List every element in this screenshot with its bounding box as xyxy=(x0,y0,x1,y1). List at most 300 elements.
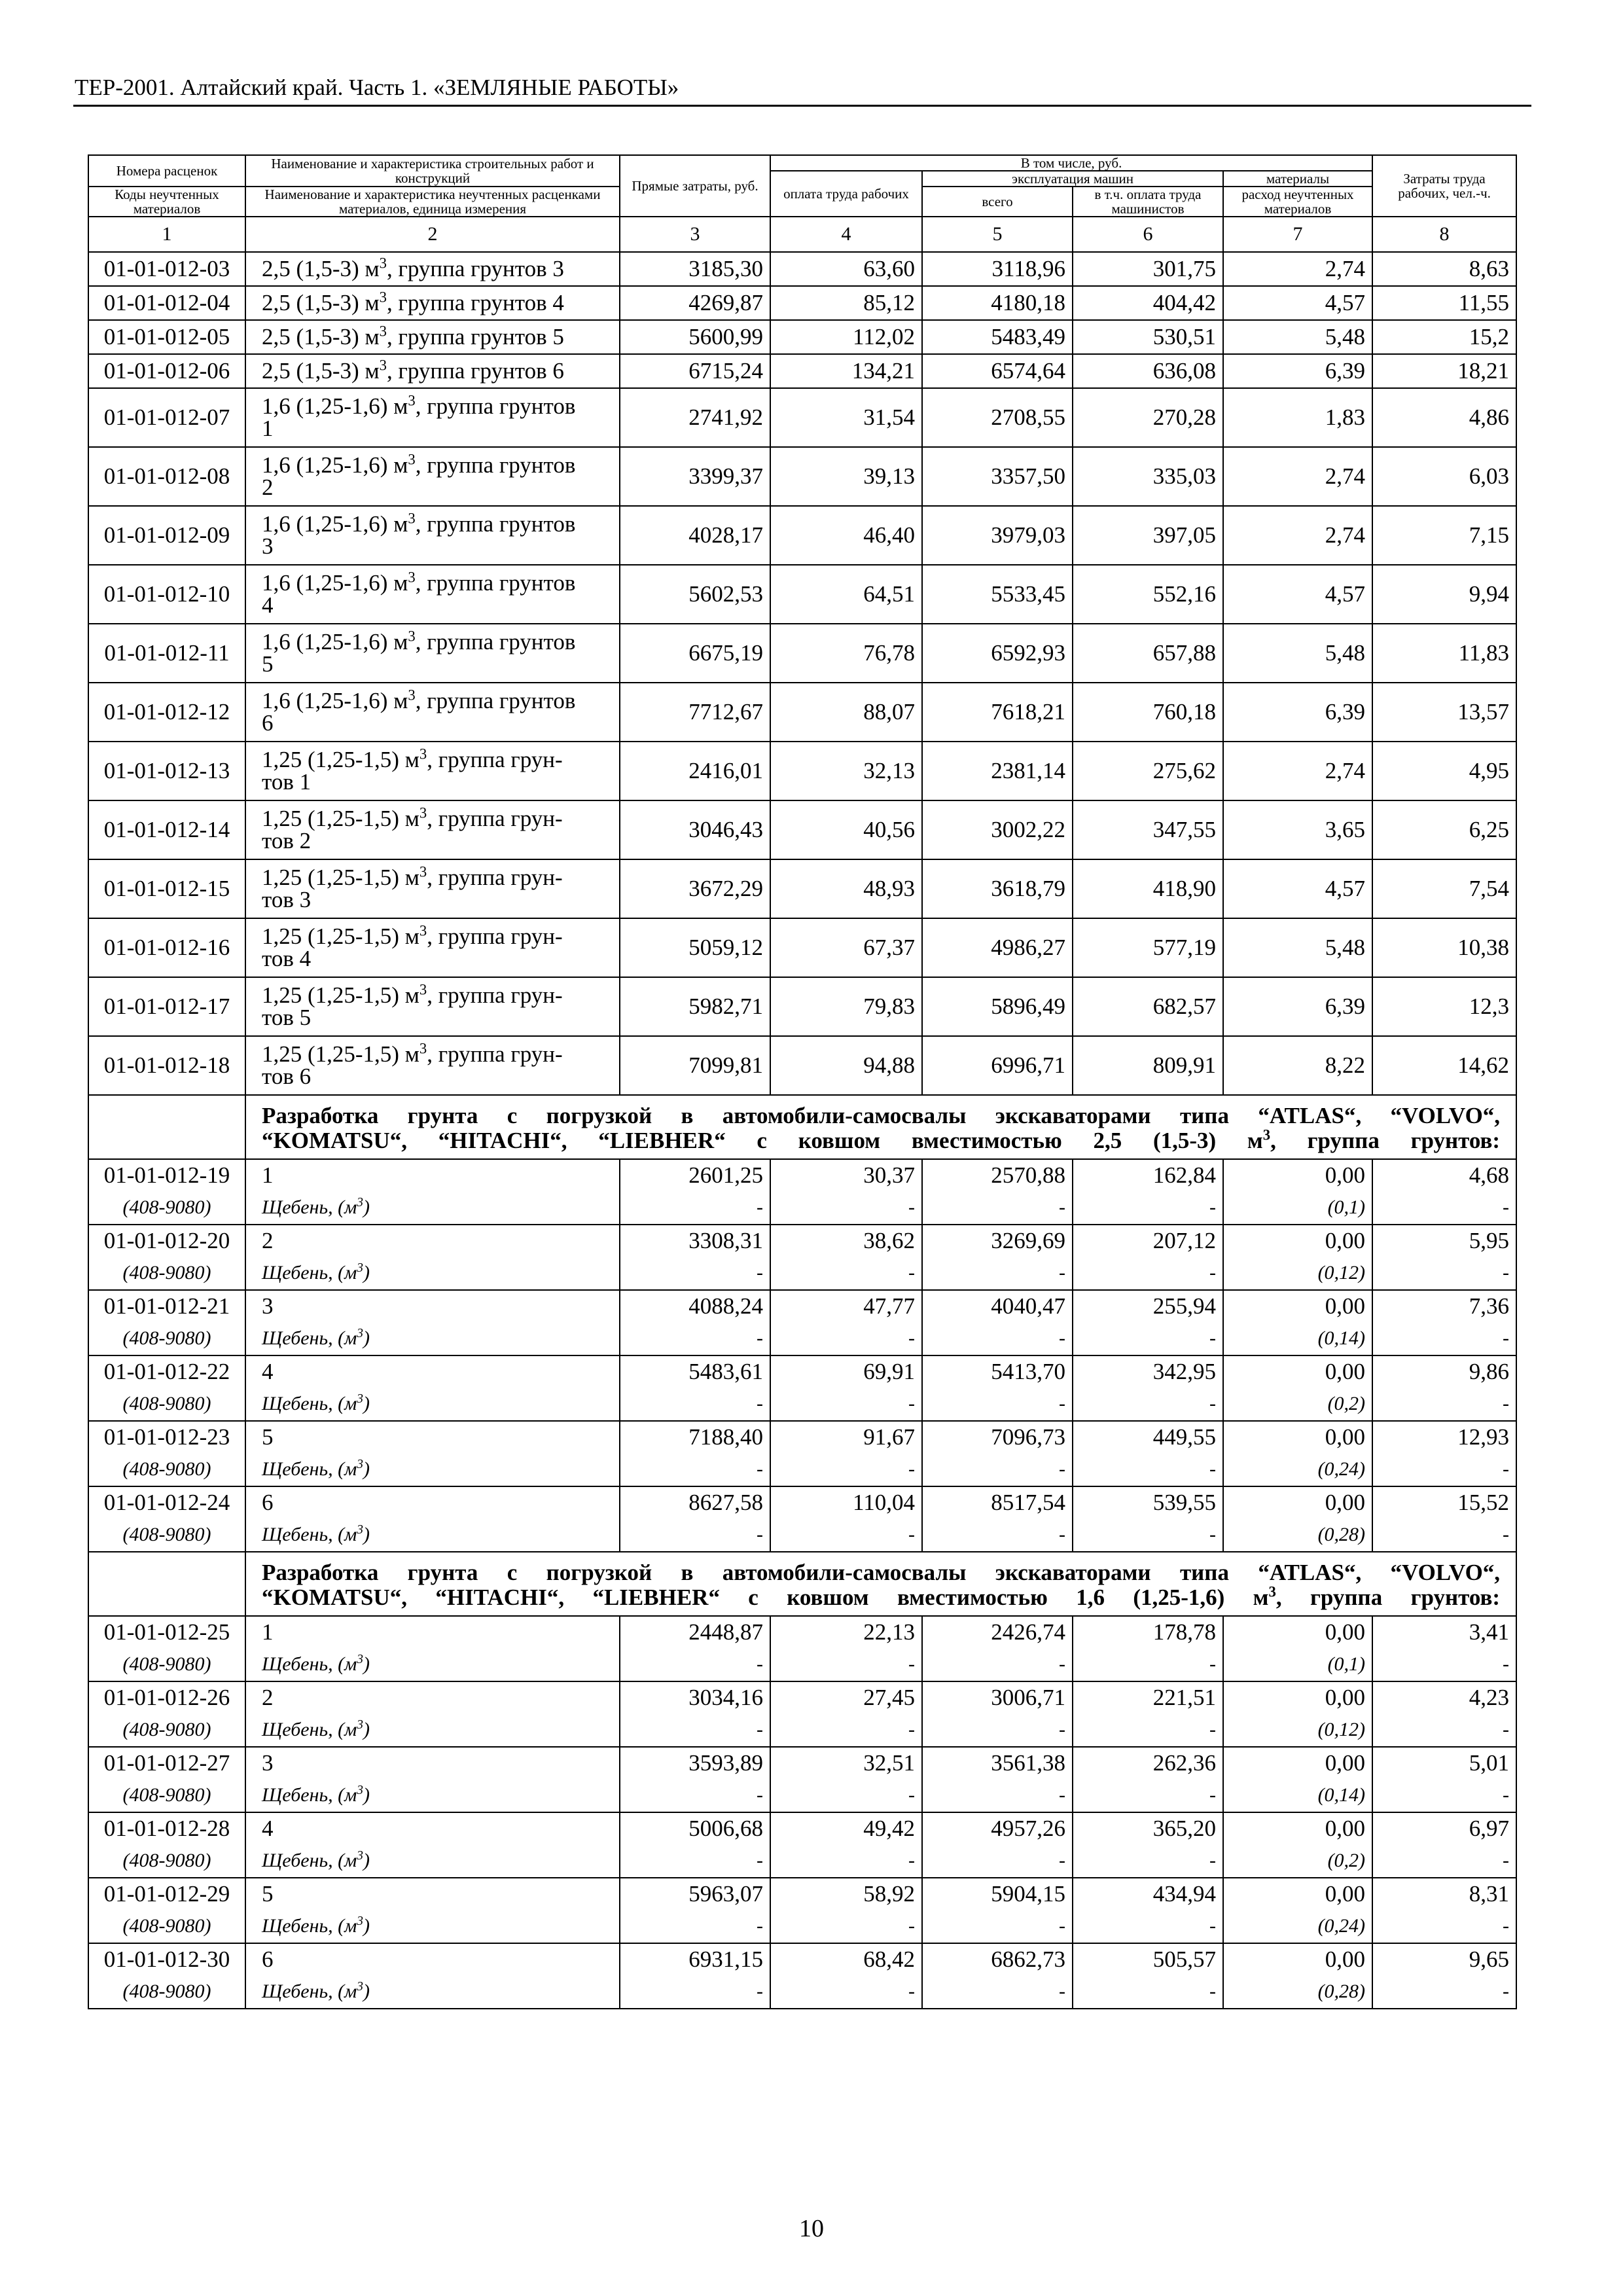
operator-wages-value: 255,94 xyxy=(1073,1290,1223,1322)
labor-hours-value: 5,01 xyxy=(1372,1747,1516,1779)
material-consumption-value: 3,65 xyxy=(1223,800,1372,859)
material-quantity: (0,12) xyxy=(1223,1257,1372,1290)
rate-code: 01-01-012-28 xyxy=(88,1812,245,1844)
material-consumption-value: 2,74 xyxy=(1223,742,1372,800)
material-row xyxy=(88,1844,1516,1878)
direct-costs-value: 3672,29 xyxy=(620,859,770,918)
empty-dash: - xyxy=(1372,1910,1516,1943)
rate-code: 01-01-012-18 xyxy=(88,1036,245,1095)
direct-costs-value: 5982,71 xyxy=(620,977,770,1036)
description-continuation: тов 4 xyxy=(262,946,312,971)
worker-wages-value: 64,51 xyxy=(770,565,922,624)
material-row xyxy=(88,1518,1516,1552)
operator-wages-value: 262,36 xyxy=(1073,1747,1223,1779)
description-text: 1,25 (1,25-1,5) м xyxy=(262,865,419,890)
empty-dash: - xyxy=(1073,1322,1223,1355)
direct-costs-value: 7188,40 xyxy=(620,1421,770,1453)
section-heading-suffix: , группа грунтов: xyxy=(1275,1585,1501,1610)
unit-exponent: 3 xyxy=(408,510,416,527)
material-name-suffix: ) xyxy=(363,1524,370,1545)
material-quantity: (0,24) xyxy=(1223,1910,1372,1943)
table-row xyxy=(88,388,1516,447)
description-continuation: 3 xyxy=(262,533,274,559)
material-quantity: (0,1) xyxy=(1223,1191,1372,1225)
empty-dash: - xyxy=(922,1844,1073,1878)
work-description xyxy=(245,320,620,354)
material-quantity: (0,28) xyxy=(1223,1975,1372,2009)
direct-costs-value: 2416,01 xyxy=(620,742,770,800)
operator-wages-value: 270,28 xyxy=(1073,388,1223,447)
empty-dash: - xyxy=(922,1453,1073,1486)
table-row xyxy=(88,1616,1516,1648)
machines-total-value: 6862,73 xyxy=(922,1943,1073,1975)
empty-dash: - xyxy=(1372,1257,1516,1290)
operator-wages-value: 178,78 xyxy=(1073,1616,1223,1648)
operator-wages-value: 162,84 xyxy=(1073,1159,1223,1191)
rate-code: 01-01-012-25 xyxy=(88,1616,245,1648)
table-row xyxy=(88,1225,1516,1257)
empty-dash: - xyxy=(922,1322,1073,1355)
unit-exponent: 3 xyxy=(357,1458,364,1471)
worker-wages-value: 76,78 xyxy=(770,624,922,683)
direct-costs-value: 2448,87 xyxy=(620,1616,770,1648)
description-text: 2,5 (1,5-3) м xyxy=(262,290,380,315)
soil-group-number: 1 xyxy=(245,1616,620,1648)
machines-total-value: 5904,15 xyxy=(922,1878,1073,1910)
page-number: 10 xyxy=(799,2215,824,2242)
material-name xyxy=(245,1844,620,1878)
material-code: (408-9080) xyxy=(88,1648,245,1681)
material-name-text: Щебень, (м xyxy=(262,1784,357,1806)
empty-dash: - xyxy=(922,1975,1073,2009)
operator-wages-value: 342,95 xyxy=(1073,1355,1223,1388)
material-consumption-value: 0,00 xyxy=(1223,1225,1372,1257)
machines-total-value: 4040,47 xyxy=(922,1290,1073,1322)
table-row xyxy=(88,1290,1516,1322)
material-row xyxy=(88,1388,1516,1421)
empty-dash: - xyxy=(1372,1322,1516,1355)
description-continuation: тов 2 xyxy=(262,828,312,853)
empty-dash: - xyxy=(770,1257,922,1290)
material-name xyxy=(245,1322,620,1355)
material-name-text: Щебень, (м xyxy=(262,1915,357,1937)
rate-code: 01-01-012-12 xyxy=(88,683,245,742)
material-name-text: Щебень, (м xyxy=(262,1981,357,2002)
direct-costs-value: 4028,17 xyxy=(620,506,770,565)
material-quantity: (0,1) xyxy=(1223,1648,1372,1681)
unit-exponent: 3 xyxy=(419,922,427,939)
soil-group-number: 2 xyxy=(245,1681,620,1713)
soil-group-number: 5 xyxy=(245,1878,620,1910)
table-row xyxy=(88,742,1516,800)
table-row xyxy=(88,1747,1516,1779)
unit-exponent: 3 xyxy=(357,1196,364,1210)
labor-hours-value: 4,95 xyxy=(1372,742,1516,800)
work-description xyxy=(245,742,620,800)
material-quantity: (0,28) xyxy=(1223,1518,1372,1552)
material-name-suffix: ) xyxy=(363,1458,370,1480)
operator-wages-value: 221,51 xyxy=(1073,1681,1223,1713)
unit-exponent: 3 xyxy=(408,569,416,586)
machines-total-value: 8517,54 xyxy=(922,1486,1073,1518)
material-name xyxy=(245,1191,620,1225)
table-body xyxy=(88,252,1516,2009)
soil-group-number: 6 xyxy=(245,1943,620,1975)
direct-costs-value: 6715,24 xyxy=(620,354,770,388)
direct-costs-value: 3185,30 xyxy=(620,252,770,286)
description-continuation: тов 6 xyxy=(262,1064,312,1089)
work-description xyxy=(245,683,620,742)
rate-code: 01-01-012-06 xyxy=(88,354,245,388)
empty-dash: - xyxy=(1372,1191,1516,1225)
empty-dash: - xyxy=(1372,1975,1516,2009)
empty-dash: - xyxy=(1073,1844,1223,1878)
header-work-name: Наименование и характеристика строительных работ и конструкций xyxy=(245,155,620,187)
rate-code: 01-01-012-09 xyxy=(88,506,245,565)
material-consumption-value: 0,00 xyxy=(1223,1747,1372,1779)
table-row xyxy=(88,447,1516,506)
rate-code: 01-01-012-17 xyxy=(88,977,245,1036)
machines-total-value: 3006,71 xyxy=(922,1681,1073,1713)
table-row xyxy=(88,800,1516,859)
direct-costs-value: 6931,15 xyxy=(620,1943,770,1975)
material-consumption-value: 4,57 xyxy=(1223,286,1372,320)
section-empty-cell xyxy=(88,1552,245,1616)
table-row xyxy=(88,624,1516,683)
unit-exponent: 3 xyxy=(1268,1583,1276,1600)
material-name-text: Щебень, (м xyxy=(262,1719,357,1740)
direct-costs-value: 6675,19 xyxy=(620,624,770,683)
soil-group-number: 5 xyxy=(245,1421,620,1453)
empty-dash: - xyxy=(620,1388,770,1421)
material-name xyxy=(245,1257,620,1290)
description-suffix: , группа грунтов 4 xyxy=(387,290,564,315)
soil-group-number: 3 xyxy=(245,1290,620,1322)
empty-dash: - xyxy=(770,1779,922,1812)
unit-exponent: 3 xyxy=(357,1392,364,1406)
material-quantity: (0,24) xyxy=(1223,1453,1372,1486)
machines-total-value: 3269,69 xyxy=(922,1225,1073,1257)
empty-dash: - xyxy=(1073,1518,1223,1552)
empty-dash: - xyxy=(1372,1388,1516,1421)
labor-hours-value: 13,57 xyxy=(1372,683,1516,742)
material-consumption-value: 2,74 xyxy=(1223,252,1372,286)
empty-dash: - xyxy=(620,1518,770,1552)
empty-dash: - xyxy=(922,1191,1073,1225)
machines-total-value: 3561,38 xyxy=(922,1747,1073,1779)
machines-total-value: 4986,27 xyxy=(922,918,1073,977)
empty-dash: - xyxy=(922,1779,1073,1812)
operator-wages-value: 657,88 xyxy=(1073,624,1223,683)
header-worker-wages: оплата труда рабочих xyxy=(770,171,922,217)
work-description xyxy=(245,918,620,977)
rate-code: 01-01-012-26 xyxy=(88,1681,245,1713)
operator-wages-value: 505,57 xyxy=(1073,1943,1223,1975)
description-continuation: тов 1 xyxy=(262,769,312,795)
worker-wages-value: 58,92 xyxy=(770,1878,922,1910)
description-suffix: , группа грун- xyxy=(427,1041,563,1067)
header-material-name: Наименование и характеристика неучтенных расценками материалов, единица измерения xyxy=(245,187,620,217)
direct-costs-value: 5059,12 xyxy=(620,918,770,977)
table-row xyxy=(88,286,1516,320)
table-row xyxy=(88,506,1516,565)
work-description xyxy=(245,1036,620,1095)
material-quantity: (0,14) xyxy=(1223,1779,1372,1812)
work-description xyxy=(245,565,620,624)
material-consumption-value: 0,00 xyxy=(1223,1812,1372,1844)
empty-dash: - xyxy=(1073,1910,1223,1943)
unit-exponent: 3 xyxy=(357,1653,364,1666)
labor-hours-value: 11,55 xyxy=(1372,286,1516,320)
direct-costs-value: 3399,37 xyxy=(620,447,770,506)
rate-code: 01-01-012-15 xyxy=(88,859,245,918)
work-description xyxy=(245,506,620,565)
labor-hours-value: 7,36 xyxy=(1372,1290,1516,1322)
empty-dash: - xyxy=(922,1648,1073,1681)
material-name-text: Щебень, (м xyxy=(262,1653,357,1675)
material-consumption-value: 6,39 xyxy=(1223,354,1372,388)
unit-exponent: 3 xyxy=(419,981,427,998)
empty-dash: - xyxy=(922,1713,1073,1747)
material-name-suffix: ) xyxy=(363,1850,370,1871)
material-consumption-value: 2,74 xyxy=(1223,506,1372,565)
soil-group-number: 6 xyxy=(245,1486,620,1518)
empty-dash: - xyxy=(1073,1648,1223,1681)
direct-costs-value: 5006,68 xyxy=(620,1812,770,1844)
empty-dash: - xyxy=(620,1191,770,1225)
worker-wages-value: 94,88 xyxy=(770,1036,922,1095)
labor-hours-value: 6,25 xyxy=(1372,800,1516,859)
empty-dash: - xyxy=(1073,1388,1223,1421)
worker-wages-value: 30,37 xyxy=(770,1159,922,1191)
unit-exponent: 3 xyxy=(357,1784,364,1797)
rate-code: 01-01-012-07 xyxy=(88,388,245,447)
table-row xyxy=(88,1486,1516,1518)
description-suffix: , группа грун- xyxy=(427,865,563,890)
material-row xyxy=(88,1910,1516,1943)
rate-code: 01-01-012-29 xyxy=(88,1878,245,1910)
material-name-suffix: ) xyxy=(363,1981,370,2002)
worker-wages-value: 48,93 xyxy=(770,859,922,918)
material-code: (408-9080) xyxy=(88,1779,245,1812)
operator-wages-value: 418,90 xyxy=(1073,859,1223,918)
header-materials: материалы xyxy=(1223,171,1372,187)
operator-wages-value: 809,91 xyxy=(1073,1036,1223,1095)
material-row xyxy=(88,1191,1516,1225)
worker-wages-value: 49,42 xyxy=(770,1812,922,1844)
unit-exponent: 3 xyxy=(408,687,416,704)
unit-exponent: 3 xyxy=(419,745,427,762)
empty-dash: - xyxy=(620,1713,770,1747)
machines-total-value: 6592,93 xyxy=(922,624,1073,683)
header-rate-number: Номера расценок xyxy=(88,155,245,187)
header-material-consumption: расход неучтенных материалов xyxy=(1223,187,1372,217)
rate-code: 01-01-012-22 xyxy=(88,1355,245,1388)
machines-total-value: 3979,03 xyxy=(922,506,1073,565)
column-number: 1 xyxy=(88,217,245,252)
direct-costs-value: 3308,31 xyxy=(620,1225,770,1257)
material-code: (408-9080) xyxy=(88,1713,245,1747)
labor-hours-value: 5,95 xyxy=(1372,1225,1516,1257)
operator-wages-value: 397,05 xyxy=(1073,506,1223,565)
rate-code: 01-01-012-13 xyxy=(88,742,245,800)
direct-costs-value: 3593,89 xyxy=(620,1747,770,1779)
description-suffix: , группа грунтов xyxy=(415,393,576,419)
operator-wages-value: 434,94 xyxy=(1073,1878,1223,1910)
labor-hours-value: 12,3 xyxy=(1372,977,1516,1036)
header-machine-operation: эксплуатация машин xyxy=(922,171,1223,187)
labor-hours-value: 8,63 xyxy=(1372,252,1516,286)
empty-dash: - xyxy=(620,1648,770,1681)
empty-dash: - xyxy=(620,1779,770,1812)
machines-total-value: 6574,64 xyxy=(922,354,1073,388)
unit-exponent: 3 xyxy=(1262,1126,1271,1143)
material-consumption-value: 5,48 xyxy=(1223,320,1372,354)
rate-code: 01-01-012-05 xyxy=(88,320,245,354)
worker-wages-value: 38,62 xyxy=(770,1225,922,1257)
material-name-text: Щебень, (м xyxy=(262,1262,357,1283)
empty-dash: - xyxy=(770,1191,922,1225)
machines-total-value: 5533,45 xyxy=(922,565,1073,624)
section-heading-text: “KOMATSU“, “HITACHI“, “LIEBHER“ с ковшом вместимостью 2,5 (1,5-3) м xyxy=(262,1128,1263,1153)
worker-wages-value: 112,02 xyxy=(770,320,922,354)
material-row xyxy=(88,1322,1516,1355)
header-operator-wages: в т.ч. оплата труда машинистов xyxy=(1073,187,1223,217)
direct-costs-value: 5963,07 xyxy=(620,1878,770,1910)
material-name-suffix: ) xyxy=(363,1393,370,1414)
header-direct-costs: Прямые затраты, руб. xyxy=(620,155,770,217)
empty-dash: - xyxy=(620,1322,770,1355)
unit-exponent: 3 xyxy=(419,863,427,880)
rates-table-container xyxy=(88,154,1516,2009)
section-heading-line xyxy=(262,1128,1500,1153)
machines-total-value: 2708,55 xyxy=(922,388,1073,447)
material-name-text: Щебень, (м xyxy=(262,1196,357,1218)
labor-hours-value: 3,41 xyxy=(1372,1616,1516,1648)
operator-wages-value: 347,55 xyxy=(1073,800,1223,859)
operator-wages-value: 207,12 xyxy=(1073,1225,1223,1257)
description-continuation: 1 xyxy=(262,416,274,441)
material-name xyxy=(245,1453,620,1486)
labor-hours-value: 10,38 xyxy=(1372,918,1516,977)
empty-dash: - xyxy=(620,1910,770,1943)
direct-costs-value: 5600,99 xyxy=(620,320,770,354)
material-quantity: (0,2) xyxy=(1223,1388,1372,1421)
description-suffix: , группа грунтов xyxy=(415,629,576,655)
soil-group-number: 1 xyxy=(245,1159,620,1191)
work-description xyxy=(245,800,620,859)
description-suffix: , группа грунтов xyxy=(415,452,576,478)
material-quantity: (0,2) xyxy=(1223,1844,1372,1878)
machines-total-value: 5896,49 xyxy=(922,977,1073,1036)
material-name-suffix: ) xyxy=(363,1327,370,1349)
direct-costs-value: 2741,92 xyxy=(620,388,770,447)
material-code: (408-9080) xyxy=(88,1518,245,1552)
worker-wages-value: 46,40 xyxy=(770,506,922,565)
running-header xyxy=(73,71,1531,107)
empty-dash: - xyxy=(1073,1713,1223,1747)
material-code: (408-9080) xyxy=(88,1388,245,1421)
labor-hours-value: 9,86 xyxy=(1372,1355,1516,1388)
empty-dash: - xyxy=(922,1518,1073,1552)
worker-wages-value: 27,45 xyxy=(770,1681,922,1713)
labor-hours-value: 12,93 xyxy=(1372,1421,1516,1453)
work-description xyxy=(245,252,620,286)
material-consumption-value: 1,83 xyxy=(1223,388,1372,447)
direct-costs-value: 4269,87 xyxy=(620,286,770,320)
operator-wages-value: 636,08 xyxy=(1073,354,1223,388)
material-name xyxy=(245,1975,620,2009)
machines-total-value: 2426,74 xyxy=(922,1616,1073,1648)
rate-code: 01-01-012-19 xyxy=(88,1159,245,1191)
material-consumption-value: 0,00 xyxy=(1223,1486,1372,1518)
material-consumption-value: 5,48 xyxy=(1223,624,1372,683)
description-text: 1,25 (1,25-1,5) м xyxy=(262,982,419,1008)
material-consumption-value: 0,00 xyxy=(1223,1355,1372,1388)
worker-wages-value: 88,07 xyxy=(770,683,922,742)
operator-wages-value: 365,20 xyxy=(1073,1812,1223,1844)
operator-wages-value: 449,55 xyxy=(1073,1421,1223,1453)
material-name-suffix: ) xyxy=(363,1784,370,1806)
material-row xyxy=(88,1453,1516,1486)
empty-dash: - xyxy=(770,1844,922,1878)
direct-costs-value: 5483,61 xyxy=(620,1355,770,1388)
header-material-codes: Коды неучтенных материалов xyxy=(88,187,245,217)
direct-costs-value: 7099,81 xyxy=(620,1036,770,1095)
column-number: 4 xyxy=(770,217,922,252)
empty-dash: - xyxy=(620,1844,770,1878)
empty-dash: - xyxy=(770,1322,922,1355)
material-consumption-value: 8,22 xyxy=(1223,1036,1372,1095)
rate-code: 01-01-012-30 xyxy=(88,1943,245,1975)
direct-costs-value: 3046,43 xyxy=(620,800,770,859)
soil-group-number: 2 xyxy=(245,1225,620,1257)
work-description xyxy=(245,388,620,447)
operator-wages-value: 539,55 xyxy=(1073,1486,1223,1518)
empty-dash: - xyxy=(1372,1779,1516,1812)
material-code: (408-9080) xyxy=(88,1453,245,1486)
section-empty-cell xyxy=(88,1095,245,1159)
direct-costs-value: 5602,53 xyxy=(620,565,770,624)
empty-dash: - xyxy=(1073,1975,1223,2009)
rate-code: 01-01-012-11 xyxy=(88,624,245,683)
operator-wages-value: 760,18 xyxy=(1073,683,1223,742)
description-text: 1,6 (1,25-1,6) м xyxy=(262,688,408,713)
material-consumption-value: 0,00 xyxy=(1223,1616,1372,1648)
unit-exponent: 3 xyxy=(408,392,416,409)
rate-code: 01-01-012-08 xyxy=(88,447,245,506)
rate-code: 01-01-012-20 xyxy=(88,1225,245,1257)
unit-exponent: 3 xyxy=(357,1327,364,1340)
worker-wages-value: 63,60 xyxy=(770,252,922,286)
empty-dash: - xyxy=(1073,1779,1223,1812)
description-text: 1,6 (1,25-1,6) м xyxy=(262,393,408,419)
empty-dash: - xyxy=(1073,1453,1223,1486)
material-consumption-value: 6,39 xyxy=(1223,977,1372,1036)
unit-exponent: 3 xyxy=(357,1849,364,1863)
empty-dash: - xyxy=(770,1975,922,2009)
machines-total-value: 3002,22 xyxy=(922,800,1073,859)
section-heading-suffix: , группа грунтов: xyxy=(1270,1128,1501,1153)
labor-hours-value: 4,68 xyxy=(1372,1159,1516,1191)
machines-total-value: 7096,73 xyxy=(922,1421,1073,1453)
rate-code: 01-01-012-14 xyxy=(88,800,245,859)
description-text: 2,5 (1,5-3) м xyxy=(262,358,380,384)
column-number: 7 xyxy=(1223,217,1372,252)
machines-total-value: 4180,18 xyxy=(922,286,1073,320)
unit-exponent: 3 xyxy=(379,255,387,272)
rate-code: 01-01-012-10 xyxy=(88,565,245,624)
